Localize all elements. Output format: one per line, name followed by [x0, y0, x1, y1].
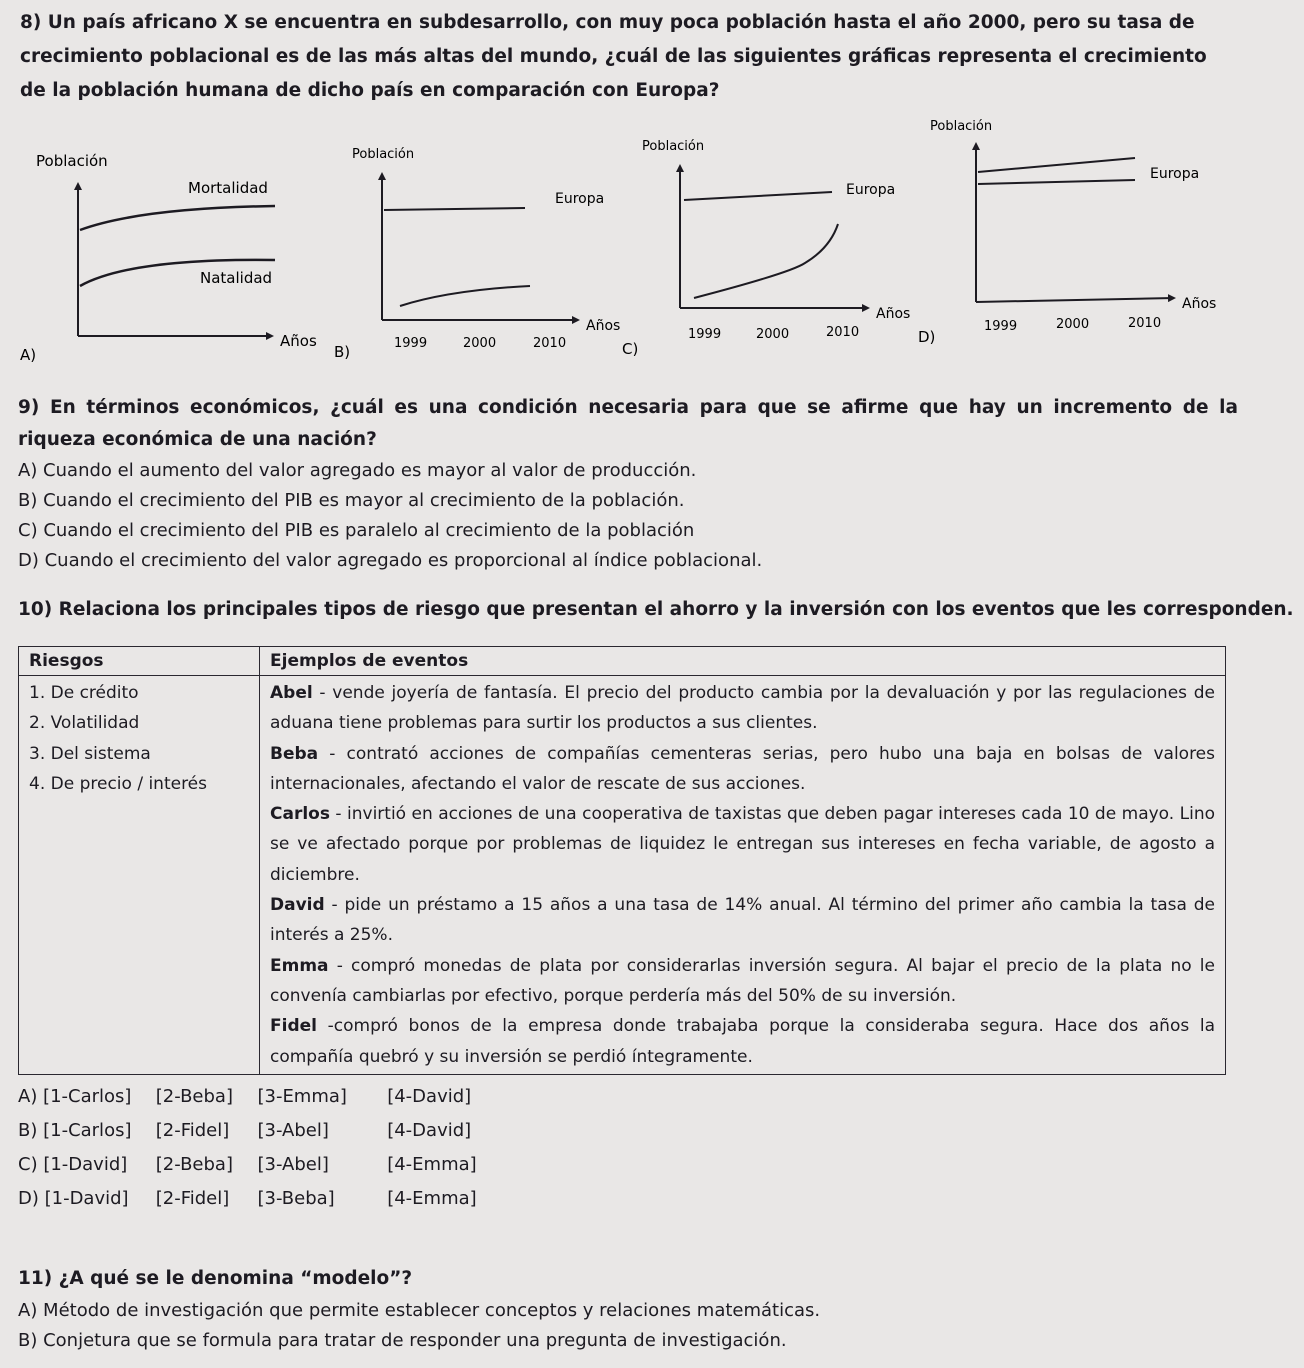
option-part: [3-Abel]: [257, 1154, 329, 1175]
evento-name: Emma: [270, 955, 329, 976]
riesgos-table-header: [19, 647, 1226, 676]
riesgo-item: 4. De precio / interés: [29, 773, 208, 794]
graph-b-tick-2010: 2010: [533, 336, 567, 351]
question-9-option-a[interactable]: A) Cuando el aumento del valor agregado es mayor al valor de producción.: [18, 460, 697, 481]
evento-text: - contrató acciones de compañías cementeras serias, pero hubo una baja en bolsas de valores internacionales, afectando el valor de rescate de sus acciones.: [270, 743, 1215, 794]
graph-d-xlabel: Años: [1182, 296, 1217, 312]
question-10-option-c[interactable]: [18, 1148, 477, 1182]
question-11-stem: 11) ¿A qué se le denomina “modelo”?: [18, 1268, 413, 1289]
question-9: [18, 392, 1238, 576]
evento-fidel: [270, 1011, 1215, 1072]
graph-c-tick-2010: 2010: [826, 325, 860, 340]
graph-d-ylabel: Población: [930, 119, 993, 134]
question-10-option-b[interactable]: [18, 1114, 477, 1148]
graph-c-europa-line: [684, 192, 832, 200]
option-part: [4-Emma]: [387, 1188, 477, 1209]
graph-c-tick-2000: 2000: [756, 327, 790, 342]
graph-d-tick-2000: 2000: [1056, 317, 1090, 332]
option-part: C) [1-David]: [18, 1154, 128, 1175]
question-9-stem: 9) En términos económicos, ¿cuál es una condición necesaria para que se afirme que hay un incremento de la riqueza económica de una nación?: [18, 397, 1238, 450]
question-9-option-c[interactable]: C) Cuando el crecimiento del PIB es paralelo al crecimiento de la población: [18, 520, 695, 541]
evento-text: -compró bonos de la empresa donde trabajaba porque la consideraba segura. Hace dos años la compañía quebró y su inversión se perdió íntegramente.: [270, 1016, 1215, 1067]
riesgo-item: 1. De crédito: [29, 683, 139, 703]
option-part: [2-Beba]: [155, 1154, 233, 1175]
question-8-graphs: [0, 108, 1304, 378]
question-10-option-a[interactable]: [18, 1080, 477, 1114]
eventos-list: [260, 676, 1226, 1075]
evento-name: Carlos: [270, 804, 330, 825]
question-10-title: 10) Relaciona los principales tipos de riesgo que presentan el ahorro y la inversión con los eventos que les corresponden.: [18, 599, 1294, 620]
riesgos-table-body: [19, 676, 1226, 1075]
graph-c-xlabel: Años: [876, 306, 911, 322]
question-9-option-b[interactable]: B) Cuando el crecimiento del PIB es mayor al crecimiento de la población.: [18, 490, 685, 511]
question-11: [18, 1262, 1238, 1356]
question-11-option-a[interactable]: A) Método de investigación que permite establecer conceptos y relaciones matemáticas.: [18, 1300, 821, 1321]
graph-c: [622, 139, 910, 358]
graph-d: [918, 119, 1216, 346]
question-9-option-d[interactable]: D) Cuando el crecimiento del valor agregado es proporcional al índice poblacional.: [18, 550, 763, 571]
graph-c-country-line: [694, 224, 838, 298]
evento-david: [270, 890, 1215, 951]
header-eventos: Ejemplos de eventos: [260, 647, 1226, 676]
option-part: [3-Emma]: [257, 1086, 347, 1107]
graph-d-line-top: [978, 158, 1135, 172]
graphs-svg: [0, 108, 1304, 378]
graph-a-xlabel: Años: [280, 332, 317, 350]
riesgo-item: 2. Volatilidad: [29, 713, 140, 734]
option-part: D) [1-David]: [18, 1188, 129, 1209]
evento-beba: [270, 739, 1215, 800]
question-11-option-b[interactable]: B) Conjetura que se formula para tratar de responder una pregunta de investigación.: [18, 1330, 787, 1351]
option-part: A) [1-Carlos]: [18, 1086, 132, 1107]
graph-b-ylabel: Población: [352, 147, 415, 162]
option-part: [2-Fidel]: [155, 1120, 230, 1141]
option-part: B) [1-Carlos]: [18, 1120, 132, 1141]
header-riesgos: Riesgos: [19, 647, 260, 676]
riesgos-list: [19, 676, 260, 1075]
option-part: [4-David]: [387, 1086, 472, 1107]
graph-d-tick-1999: 1999: [984, 319, 1018, 334]
graph-b: [334, 147, 620, 361]
graph-c-tick-1999: 1999: [688, 327, 722, 342]
option-part: [2-Fidel]: [155, 1188, 230, 1209]
graph-b-letter: B): [334, 343, 351, 361]
graph-c-letter: C): [622, 340, 639, 358]
graph-a-ylabel: Población: [36, 152, 108, 170]
question-10-options: [18, 1080, 477, 1216]
graph-c-line1-label: Europa: [846, 182, 896, 198]
graph-a-letter: A): [20, 346, 37, 364]
graph-b-line1-label: Europa: [555, 191, 605, 207]
graph-a: [20, 152, 317, 364]
graph-a-line1-label: Mortalidad: [188, 179, 268, 197]
evento-name: Abel: [270, 683, 313, 703]
option-part: [4-David]: [387, 1120, 472, 1141]
graph-b-tick-2000: 2000: [463, 336, 497, 351]
graph-d-x-axis: [976, 298, 1174, 302]
evento-carlos: [270, 799, 1215, 890]
graph-c-ylabel: Población: [642, 139, 705, 154]
evento-name: Beba: [270, 743, 319, 764]
evento-emma: [270, 951, 1215, 1012]
graph-b-xlabel: Años: [586, 318, 621, 334]
graph-b-tick-1999: 1999: [394, 336, 428, 351]
evento-text: - pide un préstamo a 15 años a una tasa de 14% anual. Al término del primer año cambia la tasa de interés a 25%.: [270, 895, 1215, 946]
evento-text: - invirtió en acciones de una cooperativa de taxistas que deben pagar intereses cada 10 de mayo. Lino se ve afectado porque por problemas de liquidez le entregan sus intereses en fecha variable, de agosto a diciembre.: [270, 804, 1215, 885]
graph-a-line2-label: Natalidad: [200, 269, 273, 287]
option-part: [2-Beba]: [155, 1086, 233, 1107]
graph-d-line1-label: Europa: [1150, 166, 1200, 182]
riesgo-item: 3. Del sistema: [29, 743, 151, 764]
evento-name: Fidel: [270, 1016, 317, 1037]
option-part: [3-Abel]: [257, 1120, 329, 1141]
graph-b-europa-line: [384, 208, 525, 210]
graph-d-letter: D): [918, 328, 936, 346]
option-part: [3-Beba]: [257, 1188, 335, 1209]
question-8: 8) Un país africano X se encuentra en subdesarrollo, con muy poca población hasta el año 2000, pero su tasa de crecimiento poblacional es de las más altas del mundo, ¿cuál de las siguientes gráficas representa el crecimiento de la población humana de dicho país en comparación con Europa?: [20, 12, 1207, 101]
option-part: [4-Emma]: [387, 1154, 477, 1175]
evento-name: David: [270, 895, 325, 916]
graph-d-tick-2010: 2010: [1128, 316, 1162, 331]
riesgos-table: [18, 646, 1226, 1075]
question-10-option-d[interactable]: [18, 1182, 477, 1216]
evento-text: - compró monedas de plata por considerarlas inversión segura. Al bajar el precio de la plata no le convenía cambiarlas por efectivo, porque perdería más del 50% de su inversión.: [270, 955, 1215, 1006]
evento-text: - vende joyería de fantasía. El precio del producto cambia por la devaluación y por las regulaciones de aduana tiene problemas para surtir los productos a sus clientes.: [270, 683, 1215, 734]
graph-b-country-line: [400, 286, 530, 306]
evento-abel: [270, 678, 1215, 739]
graph-a-line1: [80, 206, 275, 230]
graph-d-line-bottom: [978, 180, 1135, 184]
